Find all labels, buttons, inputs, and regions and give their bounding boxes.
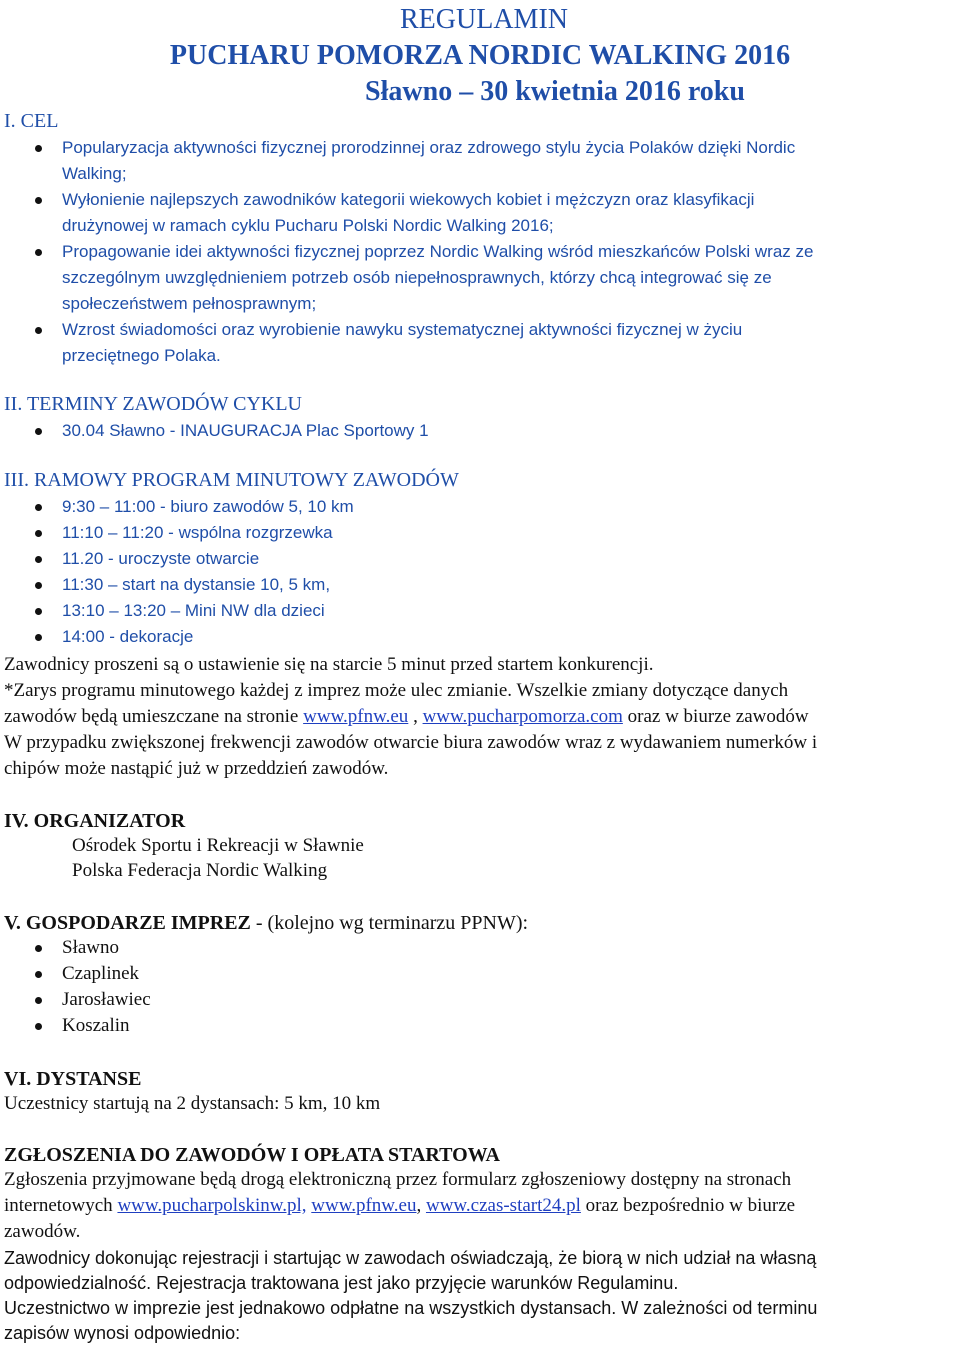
organizer-1: Ośrodek Sportu i Rekreacji w Sławnie	[72, 835, 364, 856]
list-item-continuation: drużynowej w ramach cyklu Pucharu Polski Nordic Walking 2016;	[62, 216, 554, 235]
section-4-heading: IV. ORGANIZATOR	[4, 810, 186, 832]
link-pucharpolskinw[interactable]: www.pucharpolskinw.pl,	[117, 1195, 307, 1216]
list-item-continuation: społeczeństwem pełnosprawnym;	[62, 294, 317, 313]
link-pfnw[interactable]: www.pfnw.eu	[303, 706, 409, 727]
list-item: Koszalin	[62, 1013, 151, 1039]
section-1-heading: I. CEL	[4, 110, 59, 132]
bullet-icon	[35, 428, 42, 435]
link-czas-start24[interactable]: www.czas-start24.pl	[425, 1195, 581, 1216]
registration-line-6: Uczestnictwo w imprezie jest jednakowo odpłatne na wszystkich dystansach. W zależności od terminu	[4, 1298, 818, 1318]
registration-line-4: Zawodnicy dokonując rejestracji i startując w zawodach oświadczają, że biorą w nich udział na własną	[4, 1248, 817, 1268]
list-item: 11:30 – start na dystansie 10, 5 km,	[62, 572, 354, 598]
bullet-icon	[35, 634, 42, 641]
section-5-heading: V. GOSPODARZE IMPREZ - (kolejno wg terminarzu PPNW):	[4, 912, 529, 934]
section-3-list	[62, 494, 354, 650]
document-title	[0, 2, 960, 110]
registration-line-5: odpowiedzialność. Rejestracja traktowana jest jako przyjęcie warunków Regulaminu.	[4, 1273, 679, 1293]
list-item: Popularyzacja aktywności fizycznej prorodzinnej oraz zdrowego stylu życia Polaków dzięki Nordic	[62, 135, 813, 161]
list-item: Wyłonienie najlepszych zawodników kategorii wiekowych kobiet i mężczyzn oraz klasyfikacji	[62, 187, 813, 213]
section-5-list	[62, 935, 151, 1039]
section-6-heading: VI. DYSTANSE	[4, 1068, 142, 1090]
registration-line-2: internetowych www.pucharpolskinw.pl, www.pfnw.eu, www.czas-start24.pl oraz bezpośrednio w biurze	[4, 1195, 796, 1216]
list-item: Wzrost świadomości oraz wyrobienie nawyku systematycznej aktywności fizycznej w życiu	[62, 317, 813, 343]
bullet-icon	[35, 145, 42, 152]
paragraph-chips: chipów może nastąpić już w przeddzień zawodów.	[4, 758, 389, 779]
section-2-list	[62, 418, 429, 444]
list-item: Jarosławiec	[62, 987, 151, 1013]
bullet-icon	[35, 530, 42, 537]
list-item-continuation: Walking;	[62, 164, 127, 183]
registration-line-7: zapisów wynosi odpowiednio:	[4, 1323, 241, 1343]
bullet-icon	[35, 971, 42, 978]
bullet-icon	[35, 608, 42, 615]
bullet-icon	[35, 249, 42, 256]
section-7-heading: ZGŁOSZENIA DO ZAWODÓW I OPŁATA STARTOWA	[4, 1144, 500, 1166]
paragraph-frequency: W przypadku zwiększonej frekwencji zawodów otwarcie biura zawodów wraz z wydawaniem numerków i	[4, 732, 818, 753]
list-item: Czaplinek	[62, 961, 151, 987]
bullet-icon	[35, 327, 42, 334]
list-item: Sławno	[62, 935, 151, 961]
bullet-icon	[35, 504, 42, 511]
paragraph-program-note: *Zarys programu minutowego każdej z imprez może ulec zmianie. Wszelkie zmiany dotyczące danych	[4, 680, 789, 701]
title-line-3: Sławno – 30 kwietnia 2016 roku	[365, 76, 745, 107]
list-item: 11:10 – 11:20 - wspólna rozgrzewka	[62, 520, 354, 546]
distances-text: Uczestnicy startują na 2 dystansach: 5 km, 10 km	[4, 1093, 381, 1114]
list-item: 30.04 Sławno - INAUGURACJA Plac Sportowy 1	[62, 418, 429, 444]
bullet-icon	[35, 945, 42, 952]
bullet-icon	[35, 1023, 42, 1030]
link-pucharpomorza[interactable]: www.pucharpomorza.com	[422, 706, 623, 727]
list-item-continuation: przeciętnego Polaka.	[62, 346, 221, 365]
title-line-2: PUCHARU POMORZA NORDIC WALKING 2016	[169, 40, 791, 71]
registration-line-1: Zgłoszenia przyjmowane będą drogą elektroniczną przez formularz zgłoszeniowy dostępny na stronach	[4, 1169, 792, 1190]
list-item: 13:10 – 13:20 – Mini NW dla dzieci	[62, 598, 354, 624]
list-item: 14:00 - dekoracje	[62, 624, 354, 650]
paragraph-start-note: Zawodnicy proszeni są o ustawienie się na starcie 5 minut przed startem konkurencji.	[4, 654, 654, 675]
list-item-continuation: szczególnym uwzględnieniem potrzeb osób niepełnosprawnych, którzy chcą integrować się ze	[62, 268, 772, 287]
organizer-2: Polska Federacja Nordic Walking	[72, 860, 328, 881]
registration-line-3: zawodów.	[4, 1221, 81, 1242]
section-3-heading: III. RAMOWY PROGRAM MINUTOWY ZAWODÓW	[4, 469, 459, 491]
bullet-icon	[35, 997, 42, 1004]
paragraph-websites: zawodów będą umieszczane na stronie www.pfnw.eu , www.pucharpomorza.com oraz w biurze zawodów	[4, 706, 809, 727]
link-pfnw[interactable]: www.pfnw.eu	[311, 1195, 417, 1216]
section-1-list	[62, 135, 813, 369]
bullet-icon	[35, 197, 42, 204]
list-item: 11.20 - uroczyste otwarcie	[62, 546, 354, 572]
list-item: 9:30 – 11:00 - biuro zawodów 5, 10 km	[62, 494, 354, 520]
section-2-heading: II. TERMINY ZAWODÓW CYKLU	[4, 393, 302, 415]
bullet-icon	[35, 556, 42, 563]
bullet-icon	[35, 582, 42, 589]
title-line-1: REGULAMIN	[400, 4, 568, 35]
list-item: Propagowanie idei aktywności fizycznej poprzez Nordic Walking wśród mieszkańców Polski wraz ze	[62, 239, 813, 265]
